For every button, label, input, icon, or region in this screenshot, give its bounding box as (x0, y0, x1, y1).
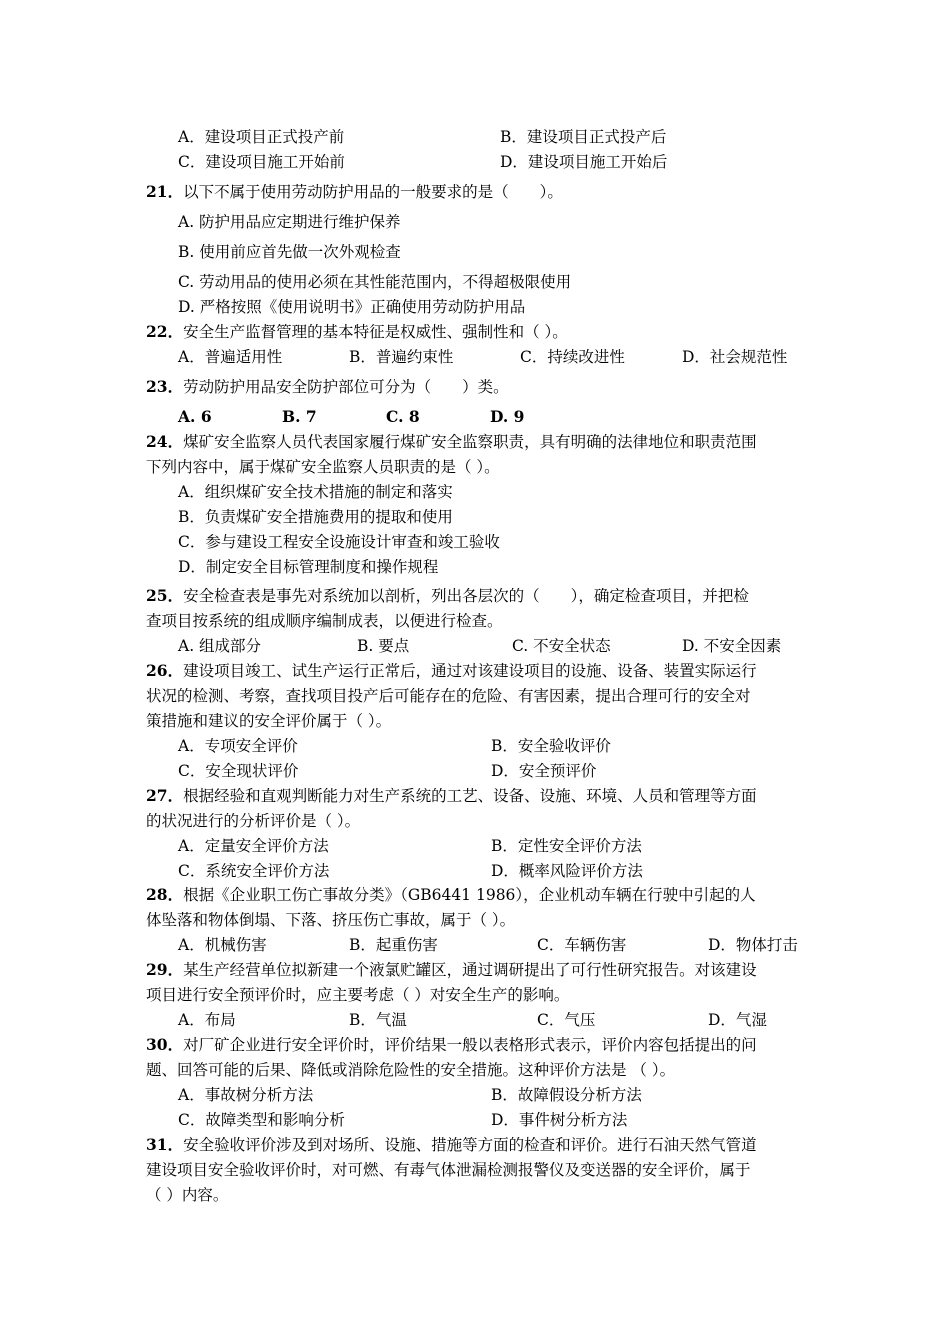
option-d: D．概率风险评价方法 (491, 862, 643, 880)
option-c: C．故障类型和影响分析 (178, 1111, 345, 1129)
question-26 (146, 661, 757, 681)
question-number: 23． (146, 377, 184, 396)
question-stem-continued: 状况的检测、考察，查找项目投产后可能存在的危险、有害因素，提出合理可行的安全对 (146, 687, 751, 705)
option-c: C．车辆伤害 (537, 936, 627, 954)
question-24 (146, 432, 757, 452)
question-number: 30． (146, 1035, 184, 1054)
option-c: C. 不安全状态 (512, 637, 611, 655)
option-a: A. 6 (178, 407, 212, 426)
option-b: B．起重伤害 (349, 936, 438, 954)
question-stem-continued: 查项目按系统的组成顺序编制成表，以便进行检查。 (146, 612, 503, 630)
option-a: A. 组成部分 (178, 637, 262, 655)
option-d: D．事件树分析方法 (491, 1111, 628, 1129)
option-c: C．参与建设工程安全设施设计审查和竣工验收 (178, 533, 500, 551)
option-d: D. 不安全因素 (682, 637, 782, 655)
question-number: 21． (146, 182, 184, 201)
question-stem-continued: 的状况进行的分析评价是（ ）。 (146, 812, 361, 830)
question-stem-continued: 体坠落和物体倒塌、下落、挤压伤亡事故，属于（ ）。 (146, 911, 516, 929)
option-b: B．普遍约束性 (349, 348, 454, 366)
option-a: A．布局 (178, 1011, 236, 1029)
question-29 (146, 960, 757, 980)
option-d: D．物体打击 (708, 936, 798, 954)
question-stem-continued: 下列内容中，属于煤矿安全监察人员职责的是（ ）。 (146, 458, 500, 476)
option-c: C. 8 (386, 407, 420, 426)
option-a: A. 防护用品应定期进行维护保养 (178, 213, 401, 231)
question-stem-continued: （ ）内容。 (146, 1186, 229, 1204)
question-stem: 煤矿安全监察人员代表国家履行煤矿安全监察职责，具有明确的法律地位和职责范围 (183, 433, 757, 451)
question-stem: 某生产经营单位拟新建一个液氯贮罐区，通过调研提出了可行性研究报告。对该建设 (183, 961, 757, 979)
question-stem: 劳动防护用品安全防护部位可分为（ ）类。 (183, 378, 509, 396)
option-d: D．社会规范性 (682, 348, 788, 366)
question-22 (146, 322, 568, 342)
option-a: A．定量安全评价方法 (178, 837, 329, 855)
question-28 (146, 885, 756, 905)
option-a: A．组织煤矿安全技术措施的制定和落实 (178, 483, 453, 501)
option-c: C．安全现状评价 (178, 762, 299, 780)
option-c: C. 劳动用品的使用必须在其性能范围内，不得超极限使用 (178, 273, 572, 291)
option-c: C．系统安全评价方法 (178, 862, 330, 880)
option-b: B．建设项目正式投产后 (500, 128, 667, 146)
question-number: 27． (146, 786, 184, 805)
option-a: A．专项安全评价 (178, 737, 298, 755)
question-stem: 以下不属于使用劳动防护用品的一般要求的是（ ）。 (183, 183, 563, 201)
question-stem: 建设项目竣工、试生产运行正常后，通过对该建设项目的设施、设备、装置实际运行 (183, 662, 757, 680)
option-c: C．持续改进性 (520, 348, 625, 366)
question-number: 25． (146, 586, 184, 605)
option-d: D．气湿 (708, 1011, 767, 1029)
question-number: 28． (146, 885, 184, 904)
question-stem-continued: 建设项目安全验收评价时，对可燃、有毒气体泄漏检测报警仪及变送器的安全评价，属于 (146, 1161, 751, 1179)
option-c: C．建设项目施工开始前 (178, 153, 345, 171)
option-a: A．建设项目正式投产前 (178, 128, 345, 146)
option-b: B. 使用前应首先做一次外观检查 (178, 243, 401, 261)
question-stem-continued: 题、回答可能的后果、降低或消除危险性的安全措施。这种评价方法是 （ ）。 (146, 1061, 676, 1079)
question-number: 22． (146, 322, 184, 341)
option-b: B．负责煤矿安全措施费用的提取和使用 (178, 508, 453, 526)
question-stem-continued: 策措施和建议的安全评价属于（ ）。 (146, 712, 392, 730)
question-stem: 根据《企业职工伤亡事故分类》（GB6441 1986），企业机动车辆在行驶中引起的人 (183, 886, 756, 904)
question-25 (146, 586, 749, 606)
option-a: A．事故树分析方法 (178, 1086, 314, 1104)
question-stem-continued: 项目进行安全预评价时，应主要考虑（ ）对安全生产的影响。 (146, 986, 570, 1004)
option-b: B．故障假设分析方法 (491, 1086, 642, 1104)
question-number: 24． (146, 432, 184, 451)
option-d: D．建设项目施工开始后 (500, 153, 668, 171)
option-b: B．定性安全评价方法 (491, 837, 642, 855)
question-number: 26． (146, 661, 184, 680)
question-23 (146, 377, 509, 397)
question-stem: 根据经验和直观判断能力对生产系统的工艺、设备、设施、环境、人员和管理等方面 (183, 787, 757, 805)
option-d: D. 9 (490, 407, 525, 426)
question-stem: 安全验收评价涉及到对场所、设施、措施等方面的检查和评价。进行石油天然气管道 (183, 1136, 757, 1154)
question-21 (146, 182, 563, 202)
option-c: C．气压 (537, 1011, 596, 1029)
option-a: A．普遍适用性 (178, 348, 283, 366)
option-d: D．安全预评价 (491, 762, 597, 780)
option-a: A．机械伤害 (178, 936, 267, 954)
question-31 (146, 1135, 757, 1155)
question-30 (146, 1035, 757, 1055)
question-stem: 对厂矿企业进行安全评价时，评价结果一般以表格形式表示，评价内容包括提出的问 (183, 1036, 757, 1054)
option-b: B．气温 (349, 1011, 407, 1029)
question-27 (146, 786, 757, 806)
question-number: 29． (146, 960, 184, 979)
option-d: D. 严格按照《使用说明书》正确使用劳动防护用品 (178, 298, 526, 316)
question-stem: 安全检查表是事先对系统加以剖析，列出各层次的（ ），确定检查项目，并把检 (183, 587, 749, 605)
question-stem: 安全生产监督管理的基本特征是权威性、强制性和（ ）。 (183, 323, 568, 341)
question-number: 31． (146, 1135, 184, 1154)
option-b: B. 要点 (357, 637, 410, 655)
option-b: B. 7 (282, 407, 317, 426)
option-b: B．安全验收评价 (491, 737, 611, 755)
option-d: D．制定安全目标管理制度和操作规程 (178, 558, 439, 576)
